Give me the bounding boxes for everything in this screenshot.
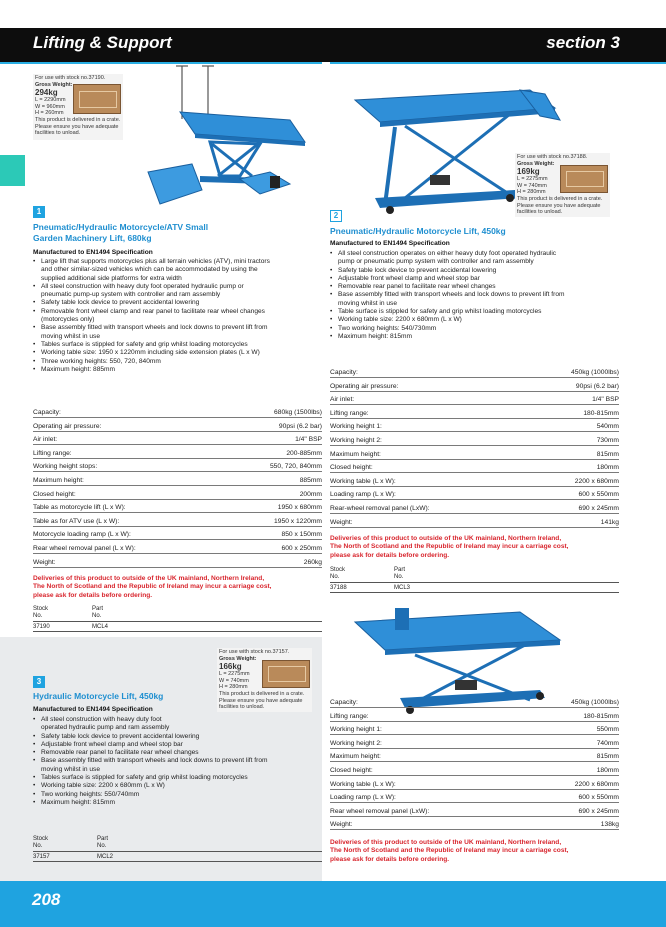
feature-item: • Adjustable front wheel clamp and wheel stop bar [33, 741, 323, 749]
spec-label: Air inlet: [33, 431, 225, 445]
spec-value: 90psi (6.2 bar) [525, 378, 619, 392]
feature-item: moving whilst in use [41, 765, 101, 773]
spec-value: 740mm [525, 735, 619, 749]
feature-item: • Tables surface is stippled for safety and grip whilst loading motorcycles [33, 341, 323, 349]
spec-value: 180-815mm [525, 708, 619, 722]
spec-value: 1/4" BSP [525, 391, 619, 405]
spec-label: Maximum height: [33, 472, 225, 486]
stock-table-2 [330, 567, 619, 593]
spec-value: 2200 x 680mm [525, 776, 619, 790]
feature-item: operated hydraulic pump and ram assembly [41, 724, 170, 732]
feature-item: • Three working heights: 550, 720, 840mm [33, 358, 323, 366]
spec-row [33, 526, 322, 540]
stock-row [330, 583, 619, 593]
spec-label: Working height 1: [330, 721, 525, 735]
stock-header [33, 606, 322, 622]
spec-row [330, 708, 619, 722]
crate-note-line: Please ensure you have adequate [517, 202, 601, 209]
crate-gross-weight: 169kg [517, 167, 540, 177]
spec-value: 141kg [525, 514, 619, 528]
crate-stock-ref: For use with stock no.37188. [517, 154, 588, 160]
warning-line: Deliveries of this product to outside of the UK mainland, Northern Ireland, [33, 575, 265, 582]
part-number: MCL2 [97, 854, 114, 860]
feature-item: • Working table size: 1950 x 1220mm including side extension plates (L x W) [33, 349, 323, 357]
stock-col-label: No. [33, 613, 43, 619]
product-title-2: Pneumatic/Hydraulic Motorcycle Lift, 450kg [330, 226, 506, 236]
spec-value: 450kg (1000lbs) [525, 364, 619, 378]
spec-row [33, 404, 322, 418]
spec-row [330, 789, 619, 803]
spec-row [33, 513, 322, 527]
spec-label: Closed height: [330, 459, 525, 473]
feature-item: moving whilst in use [338, 299, 398, 307]
spec-row [330, 721, 619, 735]
crate-length: L = 2275mm [219, 671, 250, 678]
spec-value: 450kg (1000lbs) [525, 694, 619, 708]
crate-height: H = 280mm [517, 189, 546, 196]
spec-value: 815mm [525, 446, 619, 460]
spec-label: Working height 2: [330, 735, 525, 749]
feature-item: • Two working heights: 550/740mm [33, 791, 323, 799]
delivery-warning-3 [330, 839, 630, 864]
crate-height: H = 280mm [219, 684, 248, 691]
feature-item: pump or pneumatic pump system with controller and ram assembly [338, 258, 534, 266]
feature-item: • Removable rear panel to facilitate rear wheel changes [330, 283, 630, 291]
stock-col-label: Stock [330, 567, 346, 573]
feature-item: • Working table size: 2200 x 680mm (L x W) [33, 782, 323, 790]
spec-standard-1: Manufactured to EN1494 Specification [33, 249, 153, 256]
feature-item: • Adjustable front wheel clamp and wheel stop bar [330, 275, 630, 283]
spec-row [33, 486, 322, 500]
warning-line: please ask for details before ordering. [330, 855, 450, 863]
spec-label: Loading ramp (L x W): [330, 486, 525, 500]
feature-item: • Maximum height: 815mm [330, 333, 630, 341]
stock-col-label: Stock [33, 836, 49, 842]
spec-row [330, 803, 619, 817]
spec-label: Maximum height: [330, 748, 525, 762]
part-col-label: No. [394, 574, 404, 580]
crate-image [560, 165, 608, 193]
spec-value: 200mm [225, 486, 322, 500]
spec-table-2 [330, 364, 619, 528]
product-badge-3: 3 [33, 676, 45, 688]
spec-label: Working height stops: [33, 458, 225, 472]
spec-row [330, 459, 619, 473]
feature-item: and other similar-sized vehicles which can be accommodated by using the [41, 266, 258, 274]
spec-value: 200-885mm [225, 445, 322, 459]
spec-label: Closed height: [33, 486, 225, 500]
feature-item: supplied additional side platforms for extra width [41, 274, 182, 282]
spec-value: 815mm [525, 748, 619, 762]
feature-item: • Working table size: 2200 x 680mm (L x W) [330, 316, 630, 324]
header-rule-right [330, 62, 666, 64]
spec-label: Working table (L x W): [330, 473, 525, 487]
spec-table-1 [33, 404, 322, 568]
delivery-warning-2 [330, 535, 630, 560]
spec-value: 540mm [525, 418, 619, 432]
spec-value: 1950 x 680mm [225, 499, 322, 513]
stock-number: 37157 [33, 854, 50, 860]
product-title-1 [33, 222, 313, 244]
crate-width: W = 740mm [219, 677, 249, 684]
feature-item: • All steel construction operates on either heavy duty foot operated hydraulic [330, 250, 630, 258]
spec-label: Rear-wheel removal panel (LxW): [330, 500, 525, 514]
crate-note-line: facilities to unload. [517, 209, 563, 216]
page-header [0, 28, 666, 62]
spec-value: 138kg [525, 816, 619, 830]
part-number: MCL3 [394, 585, 411, 591]
spec-value: 180mm [525, 459, 619, 473]
spec-label: Working table (L x W): [330, 776, 525, 790]
crate-note-line: This product is delivered in a crate. [517, 195, 603, 202]
spec-row [330, 500, 619, 514]
spec-row [330, 473, 619, 487]
stock-number: 37188 [330, 585, 347, 591]
spec-value: 600 x 550mm [525, 486, 619, 500]
crate-info-3 [217, 648, 312, 712]
part-col-label: No. [92, 613, 102, 619]
feature-item: • All steel construction with heavy duty foot [33, 716, 323, 724]
spec-value: 2200 x 680mm [525, 473, 619, 487]
crate-note-line: This product is delivered in a crate. [35, 116, 121, 123]
feature-item: • Base assembly fitted with transport wheels and lock downs to prevent lift from [330, 291, 630, 299]
spec-standard-3: Manufactured to EN1494 Specification [33, 706, 153, 713]
feature-item: pneumatic pump-up system with controller and ram assembly [41, 291, 221, 299]
stock-col-label: No. [330, 574, 340, 580]
spec-value: 850 x 150mm [225, 526, 322, 540]
spec-label: Working height 1: [330, 418, 525, 432]
product-title-line: Garden Machinery Lift, 680kg [33, 233, 152, 243]
spec-value: 180-815mm [525, 405, 619, 419]
crate-gross-weight: 294kg [35, 88, 58, 98]
crate-width: W = 960mm [35, 103, 65, 110]
crate-stock-ref: For use with stock no.37190. [35, 75, 106, 81]
warning-line: The North of Scotland and the Republic of Ireland may incur a carriage cost, [33, 583, 272, 591]
spec-label: Rear wheel removal panel (LxW): [330, 803, 525, 817]
spec-row [330, 432, 619, 446]
crate-length: L = 2290mm [35, 97, 66, 104]
spec-row [33, 472, 322, 486]
feature-item: • Table surface is stippled for safety and grip whilst loading motorcycles [330, 308, 630, 316]
feature-list-2 [330, 250, 630, 341]
spec-row [330, 748, 619, 762]
spec-value: 600 x 250mm [225, 540, 322, 554]
feature-item: • Base assembly fitted with transport wheels and lock downs to prevent lift from [33, 757, 323, 765]
spec-value: 690 x 245mm [525, 500, 619, 514]
stock-number: 37190 [33, 624, 50, 630]
crate-image [73, 84, 121, 114]
spec-row [330, 735, 619, 749]
warning-line: Deliveries of this product to outside of the UK mainland, Northern Ireland, [330, 839, 562, 846]
spec-value: 1/4" BSP [225, 431, 322, 445]
spec-label: Operating air pressure: [33, 418, 225, 432]
crate-length: L = 2275mm [517, 176, 548, 183]
spec-row [33, 445, 322, 459]
spec-value: 885mm [225, 472, 322, 486]
spec-value: 690 x 245mm [525, 803, 619, 817]
crate-note-line: Please ensure you have adequate [219, 697, 303, 704]
spec-value: 680kg (1500lbs) [225, 404, 322, 418]
spec-row [330, 391, 619, 405]
crate-gross-label: Gross Weight: [517, 160, 555, 167]
section-tab [0, 155, 25, 186]
page-title: Lifting & Support [33, 33, 172, 52]
part-col-label: Part [97, 836, 109, 842]
stock-col-label: No. [33, 843, 43, 849]
warning-line: Deliveries of this product to outside of the UK mainland, Northern Ireland, [330, 535, 562, 542]
spec-value: 550, 720, 840mm [225, 458, 322, 472]
crate-note-line: This product is delivered in a crate. [219, 690, 305, 697]
crate-width: W = 740mm [517, 182, 547, 189]
spec-label: Capacity: [330, 694, 525, 708]
spec-label: Weight: [33, 554, 225, 568]
page-footer [0, 881, 666, 927]
spec-label: Lifting range: [330, 405, 525, 419]
spec-row [330, 816, 619, 830]
feature-item: • Large lift that supports motorcycles plus all terrain vehicles (ATV), mini tractors [33, 258, 323, 266]
spec-label: Closed height: [330, 762, 525, 776]
spec-label: Rear wheel removal panel (L x W): [33, 540, 225, 554]
spec-value: 1950 x 1220mm [225, 513, 322, 527]
stock-row [33, 622, 322, 632]
spec-label: Loading ramp (L x W): [330, 789, 525, 803]
crate-note-line: facilities to unload. [35, 130, 81, 137]
feature-item: • Safety table lock device to prevent accidental lowering [330, 267, 630, 275]
crate-info-2 [515, 153, 610, 217]
spec-label: Motorcycle loading ramp (L x W): [33, 526, 225, 540]
warning-line: The North of Scotland and the Republic of Ireland may incur a carriage cost, [330, 543, 569, 551]
spec-standard-2: Manufactured to EN1494 Specification [330, 240, 450, 247]
feature-item: • Two working heights: 540/730mm [330, 325, 630, 333]
stock-col-label: Stock [33, 606, 49, 612]
spec-row [330, 405, 619, 419]
spec-label: Lifting range: [330, 708, 525, 722]
spec-label: Operating air pressure: [330, 378, 525, 392]
spec-row [33, 458, 322, 472]
stock-header [33, 836, 322, 852]
spec-label: Table as motorcycle lift (L x W): [33, 499, 225, 513]
crate-gross-label: Gross Weight: [219, 655, 257, 662]
stock-header [330, 567, 619, 583]
spec-row [330, 776, 619, 790]
page-number: 208 [32, 890, 61, 909]
spec-value: 730mm [525, 432, 619, 446]
delivery-warning-1 [33, 575, 323, 600]
crate-image [262, 660, 310, 688]
spec-table-3 [330, 694, 619, 830]
feature-item: • Maximum height: 815mm [33, 799, 323, 807]
part-col-label: No. [97, 843, 107, 849]
spec-row [33, 554, 322, 568]
spec-value: 550mm [525, 721, 619, 735]
feature-item: • Removable front wheel clamp and rear panel to facilitate rear wheel changes [33, 308, 323, 316]
feature-list-1 [33, 258, 323, 374]
crate-info-1 [33, 74, 123, 140]
product-badge-1: 1 [33, 206, 45, 218]
warning-line: The North of Scotland and the Republic of Ireland may incur a carriage cost, [330, 847, 569, 855]
stock-table-3 [33, 836, 322, 862]
section-label: section 3 [546, 33, 620, 52]
stock-table-1 [33, 606, 322, 632]
product-title-line: Pneumatic/Hydraulic Motorcycle/ATV Small [33, 222, 209, 232]
atv-lift-image [140, 64, 320, 214]
warning-line: please ask for details before ordering. [330, 551, 450, 559]
spec-label: Maximum height: [330, 446, 525, 460]
product-title-3: Hydraulic Motorcycle Lift, 450kg [33, 691, 164, 701]
crate-gross-weight: 166kg [219, 662, 242, 672]
feature-list-3 [33, 716, 323, 807]
spec-label: Table as for ATV use (L x W): [33, 513, 225, 527]
spec-value: 600 x 550mm [525, 789, 619, 803]
feature-item: • Maximum height: 885mm [33, 366, 323, 374]
part-col-label: Part [92, 606, 104, 612]
crate-height: H = 260mm [35, 110, 64, 117]
feature-item: (motorcycles only) [41, 316, 95, 324]
spec-label: Air inlet: [330, 391, 525, 405]
spec-row [330, 762, 619, 776]
spec-label: Weight: [330, 514, 525, 528]
part-number: MCL4 [92, 624, 109, 630]
spec-row [330, 418, 619, 432]
spec-label: Capacity: [33, 404, 225, 418]
feature-item: • All steel construction with heavy duty foot operated hydraulic pump or [33, 283, 323, 291]
feature-item: • Safety table lock device to prevent accidental lowering [33, 733, 323, 741]
crate-note-line: Please ensure you have adequate [35, 123, 119, 130]
spec-row [33, 540, 322, 554]
part-col-label: Part [394, 567, 406, 573]
feature-item: • Removable rear panel to facilitate rear wheel changes [33, 749, 323, 757]
spec-value: 180mm [525, 762, 619, 776]
spec-row [330, 514, 619, 528]
spec-label: Working height 2: [330, 432, 525, 446]
feature-item: • Tables surface is stippled for safety and grip whilst loading motorcycles [33, 774, 323, 782]
spec-row [33, 499, 322, 513]
spec-label: Weight: [330, 816, 525, 830]
feature-item: • Base assembly fitted with transport wheels and lock downs to prevent lift from [33, 324, 323, 332]
feature-item: moving whilst in use [41, 332, 101, 340]
spec-label: Lifting range: [33, 445, 225, 459]
spec-row [330, 364, 619, 378]
spec-row [33, 418, 322, 432]
spec-row [330, 694, 619, 708]
spec-row [33, 431, 322, 445]
stock-row [33, 852, 322, 862]
spec-label: Capacity: [330, 364, 525, 378]
spec-value: 260kg [225, 554, 322, 568]
warning-line: please ask for details before ordering. [33, 591, 153, 599]
feature-item: • Safety table lock device to prevent accidental lowering [33, 299, 323, 307]
product-badge-2: 2 [330, 210, 342, 222]
spec-value: 90psi (6.2 bar) [225, 418, 322, 432]
spec-row [330, 486, 619, 500]
spec-row [330, 378, 619, 392]
crate-stock-ref: For use with stock no.37157. [219, 649, 290, 655]
spec-row [330, 446, 619, 460]
crate-note-line: facilities to unload. [219, 704, 265, 711]
crate-gross-label: Gross Weight: [35, 81, 73, 88]
